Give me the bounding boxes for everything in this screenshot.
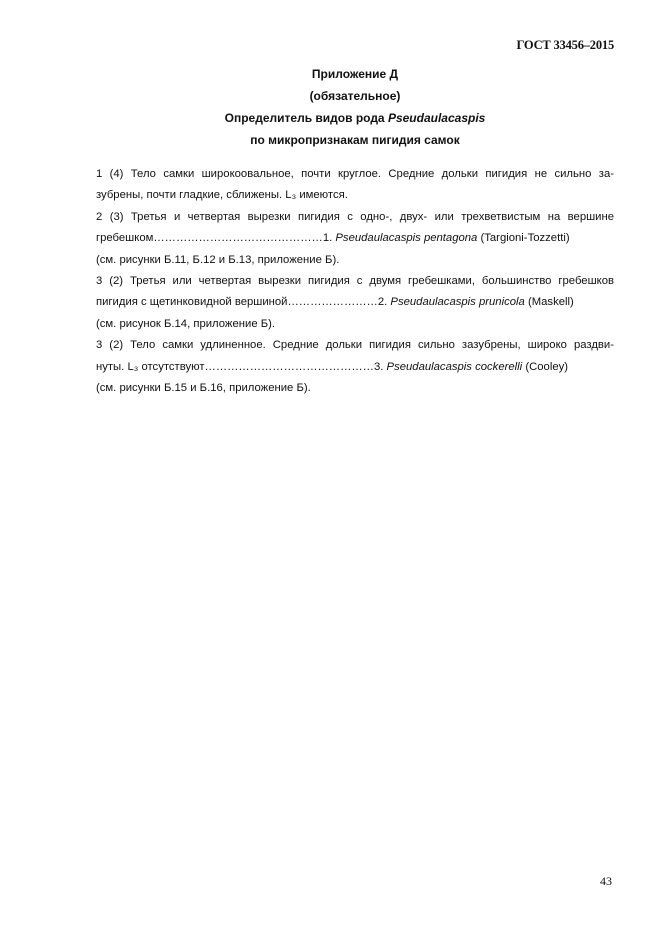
key-line: (см. рисунки Б.15 и Б.16, приложение Б). — [96, 382, 311, 395]
key-couplet-1a — [96, 164, 614, 207]
page-number: 43 — [600, 874, 612, 888]
species-name: Pseudaulacaspis pentagona — [335, 232, 478, 245]
annex-label: Приложение Д — [311, 67, 399, 81]
key-line: 1 (4) Тело самки широкоовальное, почти круглое. Средние дольки пигидия не сильно за- — [96, 168, 614, 180]
key-couplet-2 — [96, 207, 614, 271]
annex-heading — [0, 63, 661, 151]
key-line: 3 (2) Тело самки удлиненное. Средние дольки пигидия сильно зазубрены, широко раздви- — [96, 339, 614, 352]
species-author: (Maskell) — [527, 296, 574, 309]
species-name: Pseudaulacaspis prunicola — [390, 296, 525, 309]
key-line — [96, 228, 614, 249]
annex-status: (обязательное) — [309, 89, 401, 103]
standard-number: ГОСТ 33456–2015 — [516, 38, 614, 52]
key-line — [96, 292, 614, 313]
key-line: (см. рисунок Б.14, приложение Б). — [96, 317, 276, 330]
key-line: зубрены, почти гладкие, сближены. L₃ имеются. — [96, 189, 348, 202]
annex-title — [0, 107, 661, 129]
key-lead: гребешком………………………………………1. — [96, 232, 333, 245]
key-couplet-3 — [96, 271, 614, 335]
key-couplet-1b — [96, 335, 614, 399]
key-lead: нуты. L₃ отсутствуют………………………………………3. — [96, 360, 384, 373]
species-author: (Cooley) — [525, 360, 569, 373]
annex-title-prefix: Определитель видов рода — [224, 111, 385, 125]
annex-title-genus: Pseudaulacaspis — [387, 111, 486, 125]
species-name: Pseudaulacaspis cockerelli — [386, 360, 523, 373]
key-line — [96, 357, 614, 378]
species-author: (Targioni-Tozzetti) — [480, 232, 570, 245]
key-line: (см. рисунки Б.11, Б.12 и Б.13, приложение Б). — [96, 253, 340, 266]
annex-subtitle: по микропризнакам пигидия самок — [250, 133, 460, 147]
species-key — [96, 164, 614, 399]
key-line: 2 (3) Третья и четвертая вырезки пигидия с одно-, двух- или трехветвистым на вершине — [96, 210, 614, 223]
key-line: 3 (2) Третья или четвертая вырезки пигидия с двумя гребешками, большинство гребешков — [96, 275, 614, 288]
key-lead: пигидия с щетинковидной вершиной……………………2. — [96, 296, 388, 309]
